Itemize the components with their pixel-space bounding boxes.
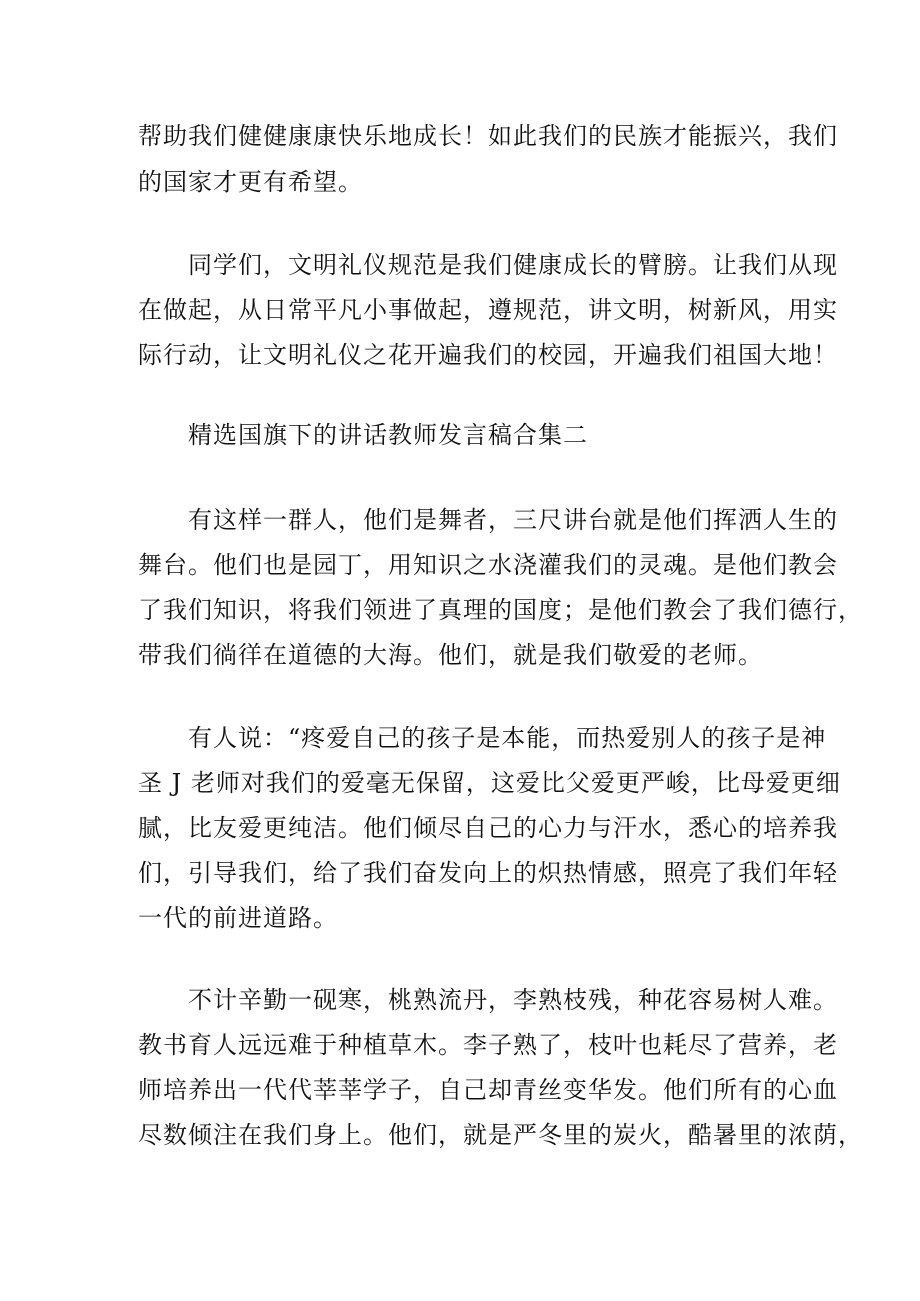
text-line: 腻，比友爱更纯洁。他们倾尽自己的心力与汗水，悉心的培养我	[138, 814, 838, 842]
text-line: 有这样一群人，他们是舞者，三尺讲台就是他们挥洒人生的	[188, 506, 838, 534]
text-line: 一代的前进道路。	[138, 904, 338, 932]
section-heading: 精选国旗下的讲话教师发言稿合集二	[188, 421, 588, 449]
text-line: 带我们徜徉在道德的大海。他们，就是我们敬爱的老师。	[138, 641, 763, 669]
text-line: 在做起，从日常平凡小事做起，遵规范，讲文明，树新风，用实	[138, 296, 838, 324]
text-line: 同学们，文明礼仪规范是我们健康成长的臂膀。让我们从现	[188, 251, 838, 279]
text-line: 了我们知识，将我们领进了真理的国度；是他们教会了我们德行，	[138, 596, 863, 624]
text-line: 的国家才更有希望。	[138, 168, 363, 196]
text-line: 舞台。他们也是园丁，用知识之水浇灌我们的灵魂。是他们教会	[138, 551, 838, 579]
text-line: 圣 J 老师对我们的爱毫无保留，这爱比父爱更严峻，比母爱更细	[138, 769, 841, 797]
text-line: 尽数倾注在我们身上。他们，就是严冬里的炭火，酷暑里的浓荫，	[138, 1121, 863, 1149]
text-line: 有人说：“疼爱自己的孩子是本能，而热爱别人的孩子是神	[188, 724, 827, 752]
text-line: 教书育人远远难于种植草木。李子熟了，枝叶也耗尽了营养，老	[138, 1031, 838, 1059]
text-line: 不计辛勤一砚寒，桃熟流丹，李熟枝残，种花容易树人难。	[188, 986, 838, 1014]
text-line: 帮助我们健健康康快乐地成长！如此我们的民族才能振兴，我们	[138, 122, 838, 150]
text-line: 际行动，让文明礼仪之花开遍我们的校园，开遍我们祖国大地！	[138, 341, 838, 369]
text-line: 们，引导我们，给了我们奋发向上的炽热情感，照亮了我们年轻	[138, 859, 838, 887]
text-line: 师培养出一代代莘莘学子，自己却青丝变华发。他们所有的心血	[138, 1076, 838, 1104]
